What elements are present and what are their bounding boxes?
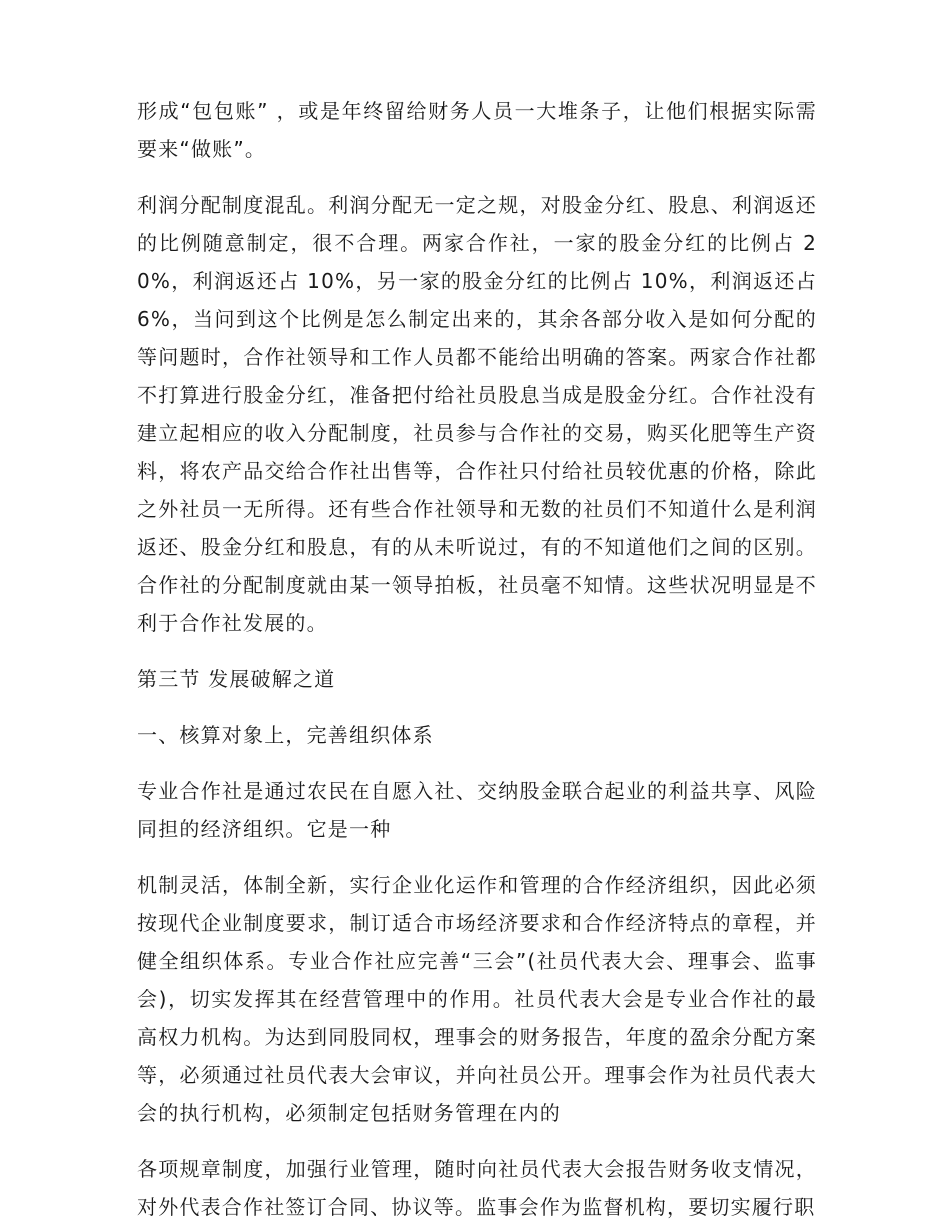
section-heading-development-solutions: 第三节 发展破解之道 — [137, 667, 336, 691]
sub-heading-accounting-organization-system: 一、核算对象上，完善组织体系 — [137, 723, 434, 747]
paragraph-rules-and-supervision: 各项规章制度，加强行业管理，随时向社员代表大会报告财务收支情况，对外代表合作社签订合同、协议等。监事会作为监督机构，要切实履行职 — [137, 1157, 817, 1219]
paragraph-account-fudging: 形成“包包账” ，或是年终留给财务人员一大堆条子，让他们根据实际需要来“做账”。 — [137, 99, 817, 161]
paragraph-profit-distribution-chaos: 利润分配制度混乱。利润分配无一定之规，对股金分红、股息、利润返还的比例随意制定，很不合理。两家合作社，一家的股金分红的比例占 20%，利润返还占 10%，另一家的股金分红的比例占 10%，利润返还占 6%，当问到这个比例是怎么制定出来的，其余各部分收入是如何分配的等问题时，合作社领导和工作人员都不能给出明确的答案。两家合作社都不打算进行股金分红，准备把付给社员股息当成是股金分红。合作社没有建立起相应的收入分配制度，社员参与合作社的交易，购买化肥等生产资料，将农产品交给合作社出售等，合作社只付给社员较优惠的价格，除此之外社员一无所得。还有些合作社领导和无数的社员们不知道什么是利润返还、股金分红和股息，有的从未听说过，有的不知道他们之间的区别。合作社的分配制度就由某一领导拍板，社员毫不知情。这些状况明显是不利于合作社发展的。 — [137, 193, 817, 635]
paragraph-cooperative-definition: 专业合作社是通过农民在自愿入社、交纳股金联合起业的利益共享、风险同担的经济组织。它是一种 — [137, 779, 817, 841]
paragraph-three-meetings-system: 机制灵活，体制全新，实行企业化运作和管理的合作经济组织，因此必须按现代企业制度要求，制订适合市场经济要求和合作经济特点的章程，并健全组织体系。专业合作社应完善“三会”(社员代表大会、理事会、监事会)，切实发挥其在经营管理中的作用。社员代表大会是专业合作社的最高权力机构。为达到同股同权，理事会的财务报告，年度的盈余分配方案等，必须通过社员代表大会审议，并向社员公开。理事会作为社员代表大会的执行机构，必须制定包括财务管理在内的 — [137, 873, 817, 1125]
